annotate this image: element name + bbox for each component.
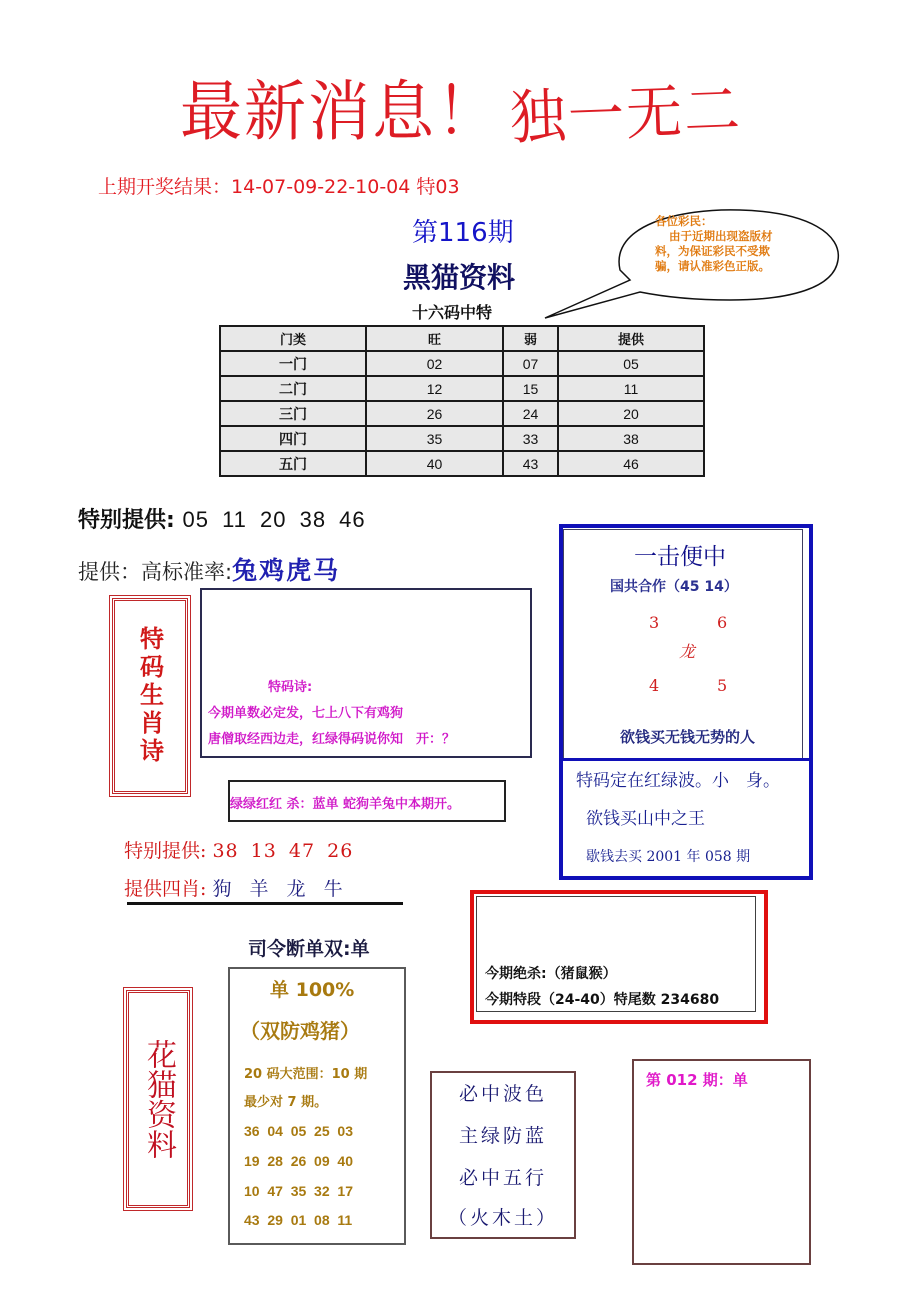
high-accuracy-line [78,551,340,587]
table-cell: 35 [366,426,503,451]
one-hit-subtitle: 国共合作（45 14） [610,579,738,595]
table-cell: 11 [558,376,704,401]
high-accuracy-label: 提供：高标准率: [78,560,233,584]
divider-line [127,902,403,905]
absolute-kill-line-2: 今期特段（24-40）特尾数 234680 [485,992,720,1008]
special-provide-2-numbers: 38 13 47 26 [212,840,354,862]
table-cell: 20 [558,401,704,426]
table-cell: 三门 [220,401,366,426]
table-cell: 43 [503,451,558,476]
notice-line: 骗，请认准彩色正版。 [655,259,770,273]
table-row [220,376,704,401]
header-category: 门类 [220,326,366,351]
issue-012-text: 第 012 期：单 [646,1071,748,1089]
one-hit-divider [559,758,813,761]
table-cell: 40 [366,451,503,476]
wave-line: 主绿防蓝 [458,1125,547,1147]
special-provide-label: 特别提供: [78,508,175,533]
table-row [220,426,704,451]
sixteen-code-table [219,325,705,477]
table-cell: 26 [366,401,503,426]
issue-012-box [632,1059,811,1265]
issue-number: 第116期 [412,218,514,248]
kill-line-box [228,780,506,822]
table-row [220,401,704,426]
flower-cat-side-title-box [126,990,190,1208]
wave-color-box [430,1071,576,1239]
flower-cat-number-row: 43 29 01 08 11 [244,1212,353,1228]
table-cell: 四门 [220,426,366,451]
special-provide [78,503,366,534]
header-provide: 提供 [558,326,704,351]
poem-side-title-box [112,598,188,794]
poem-line-1: 今期单数必定发，七上八下有鸡狗 [208,706,404,721]
table-cell: 五门 [220,451,366,476]
four-zodiac-label: 提供四肖: [124,878,207,900]
title-part-1: 最新消息！ [180,73,501,150]
last-result-label: 上期开奖结果： [98,176,232,198]
flower-cat-range-2: 最少对 7 期。 [244,1095,328,1110]
one-hit-number: 6 [717,613,728,632]
table-cell: 15 [503,376,558,401]
flower-cat-range-1: 20 码大范围：10 期 [244,1067,368,1082]
source-name: 黑猫资料 [403,261,516,294]
table-title: 十六码中特 [412,303,493,322]
notice-line: 各位彩民： [655,214,713,228]
notice-line: 由于近期出现盗版材 [669,229,773,243]
table-cell: 24 [503,401,558,426]
table-row [220,351,704,376]
table-row [220,451,704,476]
flower-cat-box [228,967,406,1245]
commander-value: 单 [350,938,370,960]
last-result-value: 14-07-09-22-10-04 特03 [231,176,460,198]
commander-label: 司令断单双: [248,938,351,960]
title-part-2: 独一无二 [508,76,744,153]
wave-line: 必中波色 [458,1083,547,1105]
high-accuracy-zodiacs: 兔鸡虎马 [232,556,341,585]
notice-line: 料，为保证彩民不受欺 [655,244,770,258]
flower-cat-number-row: 36 04 05 25 03 [244,1123,353,1139]
one-hit-number: 3 [649,613,660,632]
table-cell: 一门 [220,351,366,376]
table-cell: 02 [366,351,503,376]
one-hit-center: 龙 [679,642,696,661]
one-hit-number: 5 [717,676,728,695]
table-cell: 46 [558,451,704,476]
four-zodiac-values: 狗 羊 龙 牛 [212,878,345,900]
table-cell: 38 [558,426,704,451]
wave-line: 必中五行 [458,1167,547,1189]
absolute-kill-inner [476,896,756,1012]
poem-line-2: 唐僧取经西边走，红绿得码说你知 开：？ [208,732,456,747]
headline-title [180,70,744,157]
poem-box [200,588,532,758]
flower-cat-side-title: 花猫资料 [141,1039,176,1159]
header-weak: 弱 [503,326,558,351]
special-provide-2-label: 特别提供: [124,840,207,862]
poem-side-title: 特码生肖诗 [135,626,165,766]
one-hit-line-2: 欲钱买山中之王 [586,809,705,829]
one-hit-line-1: 特码定在红绿波。小 身。 [576,771,780,791]
four-zodiac-line [124,874,345,901]
flower-cat-number-row: 19 28 26 09 40 [244,1153,353,1169]
flower-cat-headline: 单 100% [270,979,355,1001]
one-hit-number: 4 [649,676,660,695]
special-provide-2 [124,836,353,863]
last-draw-result [98,172,460,199]
one-hit-title: 一击便中 [634,544,726,570]
flower-cat-number-row: 10 47 35 32 17 [244,1183,353,1199]
table-cell: 07 [503,351,558,376]
kill-line-text: 绿绿红红 杀：蓝单 蛇狗羊兔中本期开。 [230,797,461,812]
table-cell: 05 [558,351,704,376]
wave-line: （火木土） [447,1207,558,1229]
special-provide-numbers: 05 11 20 38 46 [182,507,366,532]
table-cell: 12 [366,376,503,401]
commander-odd-even [248,934,370,961]
notice-text [655,214,825,274]
one-hit-footer: 欲钱买无钱无势的人 [620,728,756,746]
header-strong: 旺 [366,326,503,351]
one-hit-line-3: 歇钱去买 2001 年 058 期 [586,849,751,865]
flower-cat-subhead: （双防鸡猪） [240,1019,360,1043]
table-cell: 33 [503,426,558,451]
table-cell: 二门 [220,376,366,401]
poem-label: 特码诗: [268,680,313,695]
one-hit-inner-frame [563,529,803,759]
table-header-row [220,326,704,351]
absolute-kill-line-1: 今期绝杀:（猪鼠猴） [485,966,617,982]
